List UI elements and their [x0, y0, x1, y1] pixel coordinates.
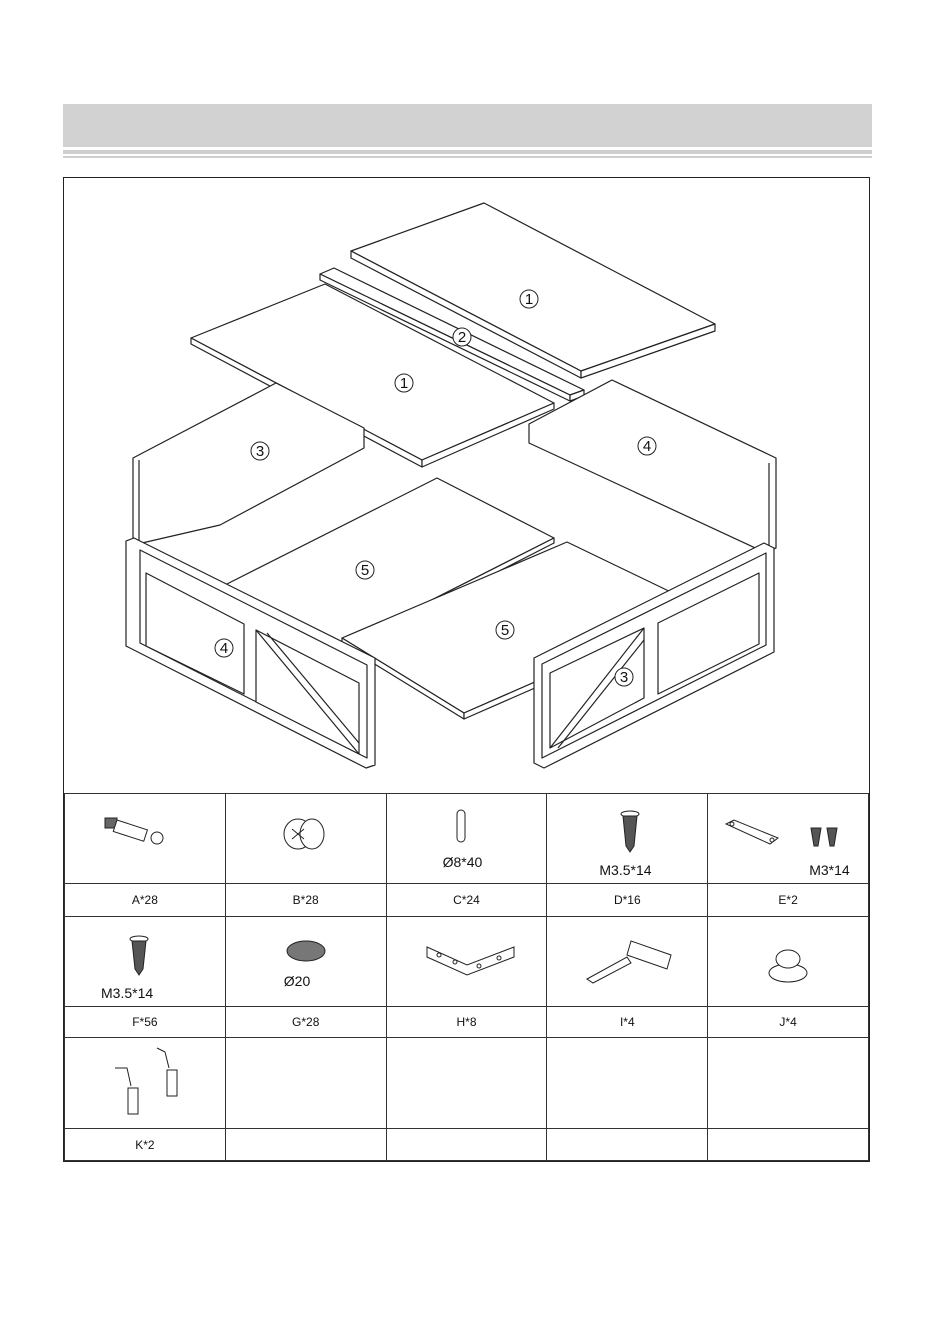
callout-number: 2	[457, 329, 467, 346]
callout-number: 5	[360, 562, 370, 579]
part-cell-f	[65, 917, 226, 1007]
part-cell-b	[225, 794, 386, 884]
part-spec: M3*14	[809, 862, 850, 878]
part-label-h: H*8	[386, 1007, 547, 1038]
callout-number: 3	[255, 443, 265, 460]
part-cell-a	[65, 794, 226, 884]
part-label-e: E*2	[708, 884, 869, 917]
part-label-f: F*56	[65, 1007, 226, 1038]
part-label-i: I*4	[547, 1007, 708, 1038]
callout-number: 4	[642, 438, 652, 455]
empty-cell	[547, 1129, 708, 1161]
corner-bracket-icon	[387, 917, 548, 1006]
part-label-d: D*16	[547, 884, 708, 917]
side-panel-right-back	[529, 380, 776, 552]
header-rule-thin	[63, 156, 872, 158]
part-label-k: K*2	[65, 1129, 226, 1161]
parts-label-row	[65, 1007, 869, 1038]
part-cell-i	[547, 917, 708, 1007]
section-header-band	[63, 104, 872, 147]
hardware-parts-table	[64, 793, 869, 1161]
part-spec: M3.5*14	[101, 985, 154, 1001]
part-cell-c	[386, 794, 547, 884]
parts-label-row	[65, 1129, 869, 1161]
cam-lock-icon	[226, 794, 387, 883]
callout-number: 3	[619, 669, 629, 686]
t-hinge-icon	[547, 917, 708, 1006]
empty-cell	[386, 1129, 547, 1161]
part-label-a: A*28	[65, 884, 226, 917]
callout-number: 4	[219, 640, 229, 657]
assembly-sheet	[63, 177, 870, 1162]
callout-number: 5	[500, 622, 510, 639]
header-rule	[63, 150, 872, 154]
exploded-assembly-diagram	[64, 178, 869, 793]
knob-icon	[708, 917, 869, 1006]
parts-image-row	[65, 1038, 869, 1129]
empty-cell	[225, 1129, 386, 1161]
part-spec: Ø8*40	[442, 854, 483, 870]
part-cell-e	[708, 794, 869, 884]
empty-cell	[708, 1038, 869, 1129]
empty-cell	[547, 1038, 708, 1129]
part-label-b: B*28	[225, 884, 386, 917]
cover-cap-icon	[226, 917, 387, 1006]
callout-number: 1	[399, 375, 409, 392]
part-spec: M3.5*14	[599, 862, 652, 878]
empty-cell	[708, 1129, 869, 1161]
cam-bolt-icon	[65, 794, 226, 883]
part-label-c: C*24	[386, 884, 547, 917]
empty-cell	[225, 1038, 386, 1129]
part-cell-g	[225, 917, 386, 1007]
part-spec: Ø20	[283, 973, 311, 989]
lid-stay-hinge-icon	[65, 1038, 226, 1128]
empty-cell	[386, 1038, 547, 1129]
part-label-j: J*4	[708, 1007, 869, 1038]
parts-label-row	[65, 884, 869, 917]
parts-image-row	[65, 794, 869, 884]
part-cell-j	[708, 917, 869, 1007]
part-cell-k	[65, 1038, 226, 1129]
part-label-g: G*28	[225, 1007, 386, 1038]
callout-number: 1	[524, 291, 534, 308]
part-cell-d	[547, 794, 708, 884]
parts-image-row	[65, 917, 869, 1007]
part-cell-h	[386, 917, 547, 1007]
